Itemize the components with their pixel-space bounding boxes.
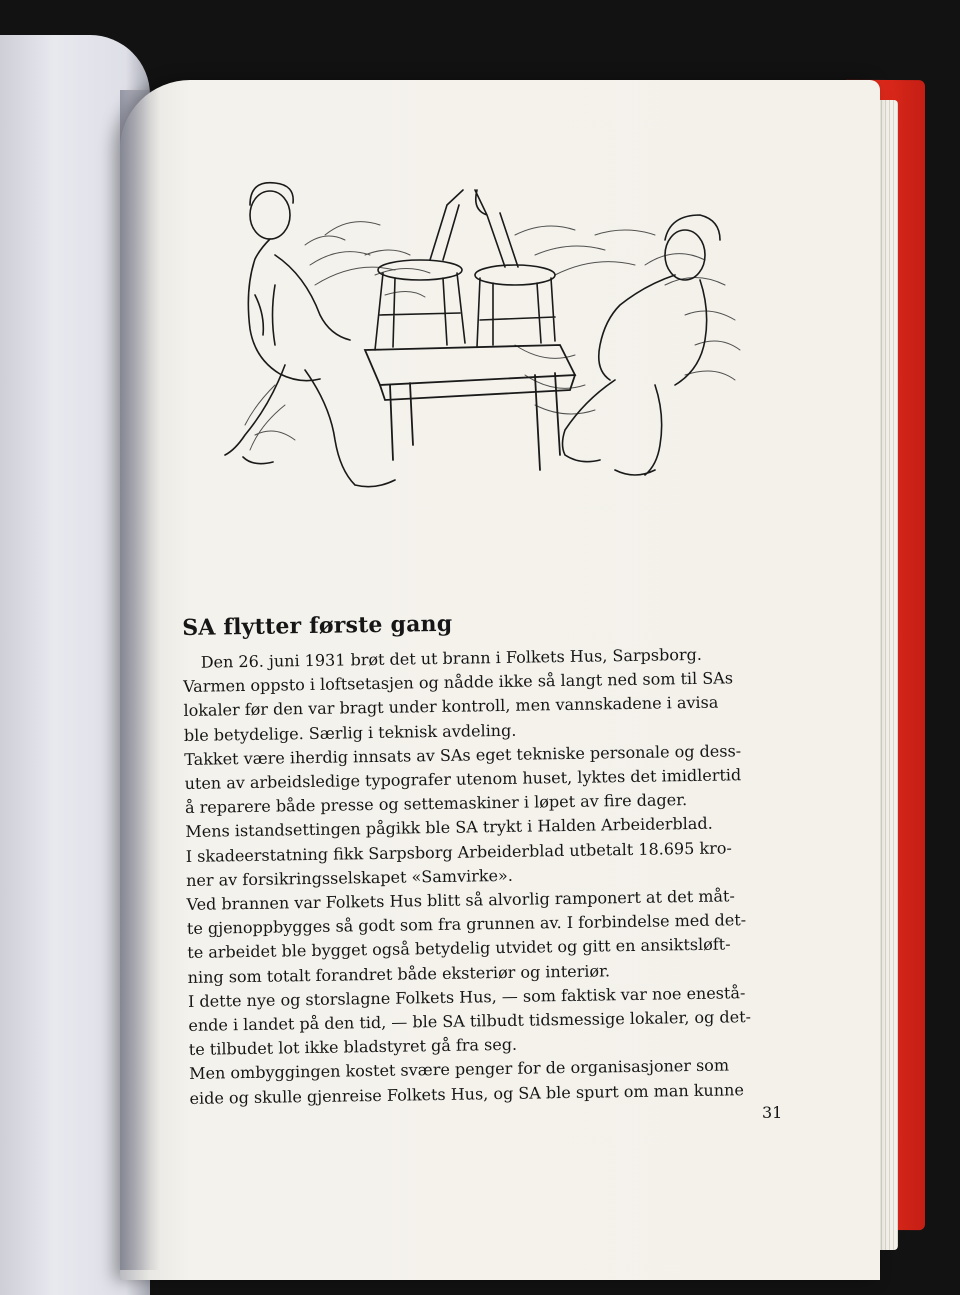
body-line: te gjenoppbygges så godt som fra grunnen av. I forbindelse med det-: [186, 910, 747, 939]
body-line: te arbeidet ble bygget også betydelig utvidet og gitt en ansiktsløft-: [187, 934, 731, 963]
body-line: å reparere både presse og settemaskiner i løpet av fire dager.: [184, 790, 688, 818]
illustration-table: [365, 345, 575, 470]
body-line: Men ombyggingen kostet svære penger for de organisasjoner som: [189, 1055, 730, 1084]
body-line: Ved brannen var Folkets Hus blitt så alvorlig ramponert at det måt-: [186, 886, 735, 914]
body-line: ble betydelige. Særlig i teknisk avdeling.: [183, 720, 517, 745]
body-line: ende i landet på den tid, — ble SA tilbudt tidsmessige lokaler, og det-: [188, 1007, 752, 1035]
body-line: lokaler før den var bragt under kontroll, men vannskadene i avisa: [183, 692, 719, 721]
body-line: eide og skulle gjenreise Folkets Hus, og SA ble spurt om man kunne: [189, 1079, 744, 1108]
body-line: te tilbudet lot ikke bladstyret gå fra seg.: [188, 1035, 518, 1060]
body-line: uten av arbeidsledige typografer utenom huset, lyktes det imidlertid: [184, 765, 742, 793]
body-line: I skadeerstatning fikk Sarpsborg Arbeiderblad utbetalt 18.695 kro-: [185, 838, 732, 866]
illustration-men-carrying-table: [215, 175, 760, 515]
section-heading: SA flytter første gang: [182, 610, 453, 641]
body-line: ning som totalt forandret både eksteriør og interiør.: [187, 960, 611, 987]
body-line: Mens istandsettingen pågikk ble SA trykt i Halden Arbeiderblad.: [185, 814, 713, 842]
page-body: [182, 605, 795, 1110]
page-number: 31: [762, 1103, 783, 1122]
illustration-stools: [375, 190, 555, 350]
body-line: Den 26. juni 1931 brøt det ut brann i Folkets Hus, Sarpsborg.: [200, 644, 703, 672]
illustration-left-man: [225, 183, 395, 487]
book-gutter-shadow: [120, 90, 160, 1270]
body-line: I dette nye og storslagne Folkets Hus, — som faktisk var noe enestå-: [187, 983, 746, 1011]
body-line: Takket være iherdig innsats av SAs eget tekniske personale og dess-: [184, 741, 742, 769]
body-line: Varmen oppsto i loftsetasjen og nådde ikke så langt ned som til SAs: [182, 668, 734, 697]
body-paragraph: [183, 641, 795, 1110]
body-line: ner av forsikringsselskapet «Samvirke».: [186, 865, 513, 890]
